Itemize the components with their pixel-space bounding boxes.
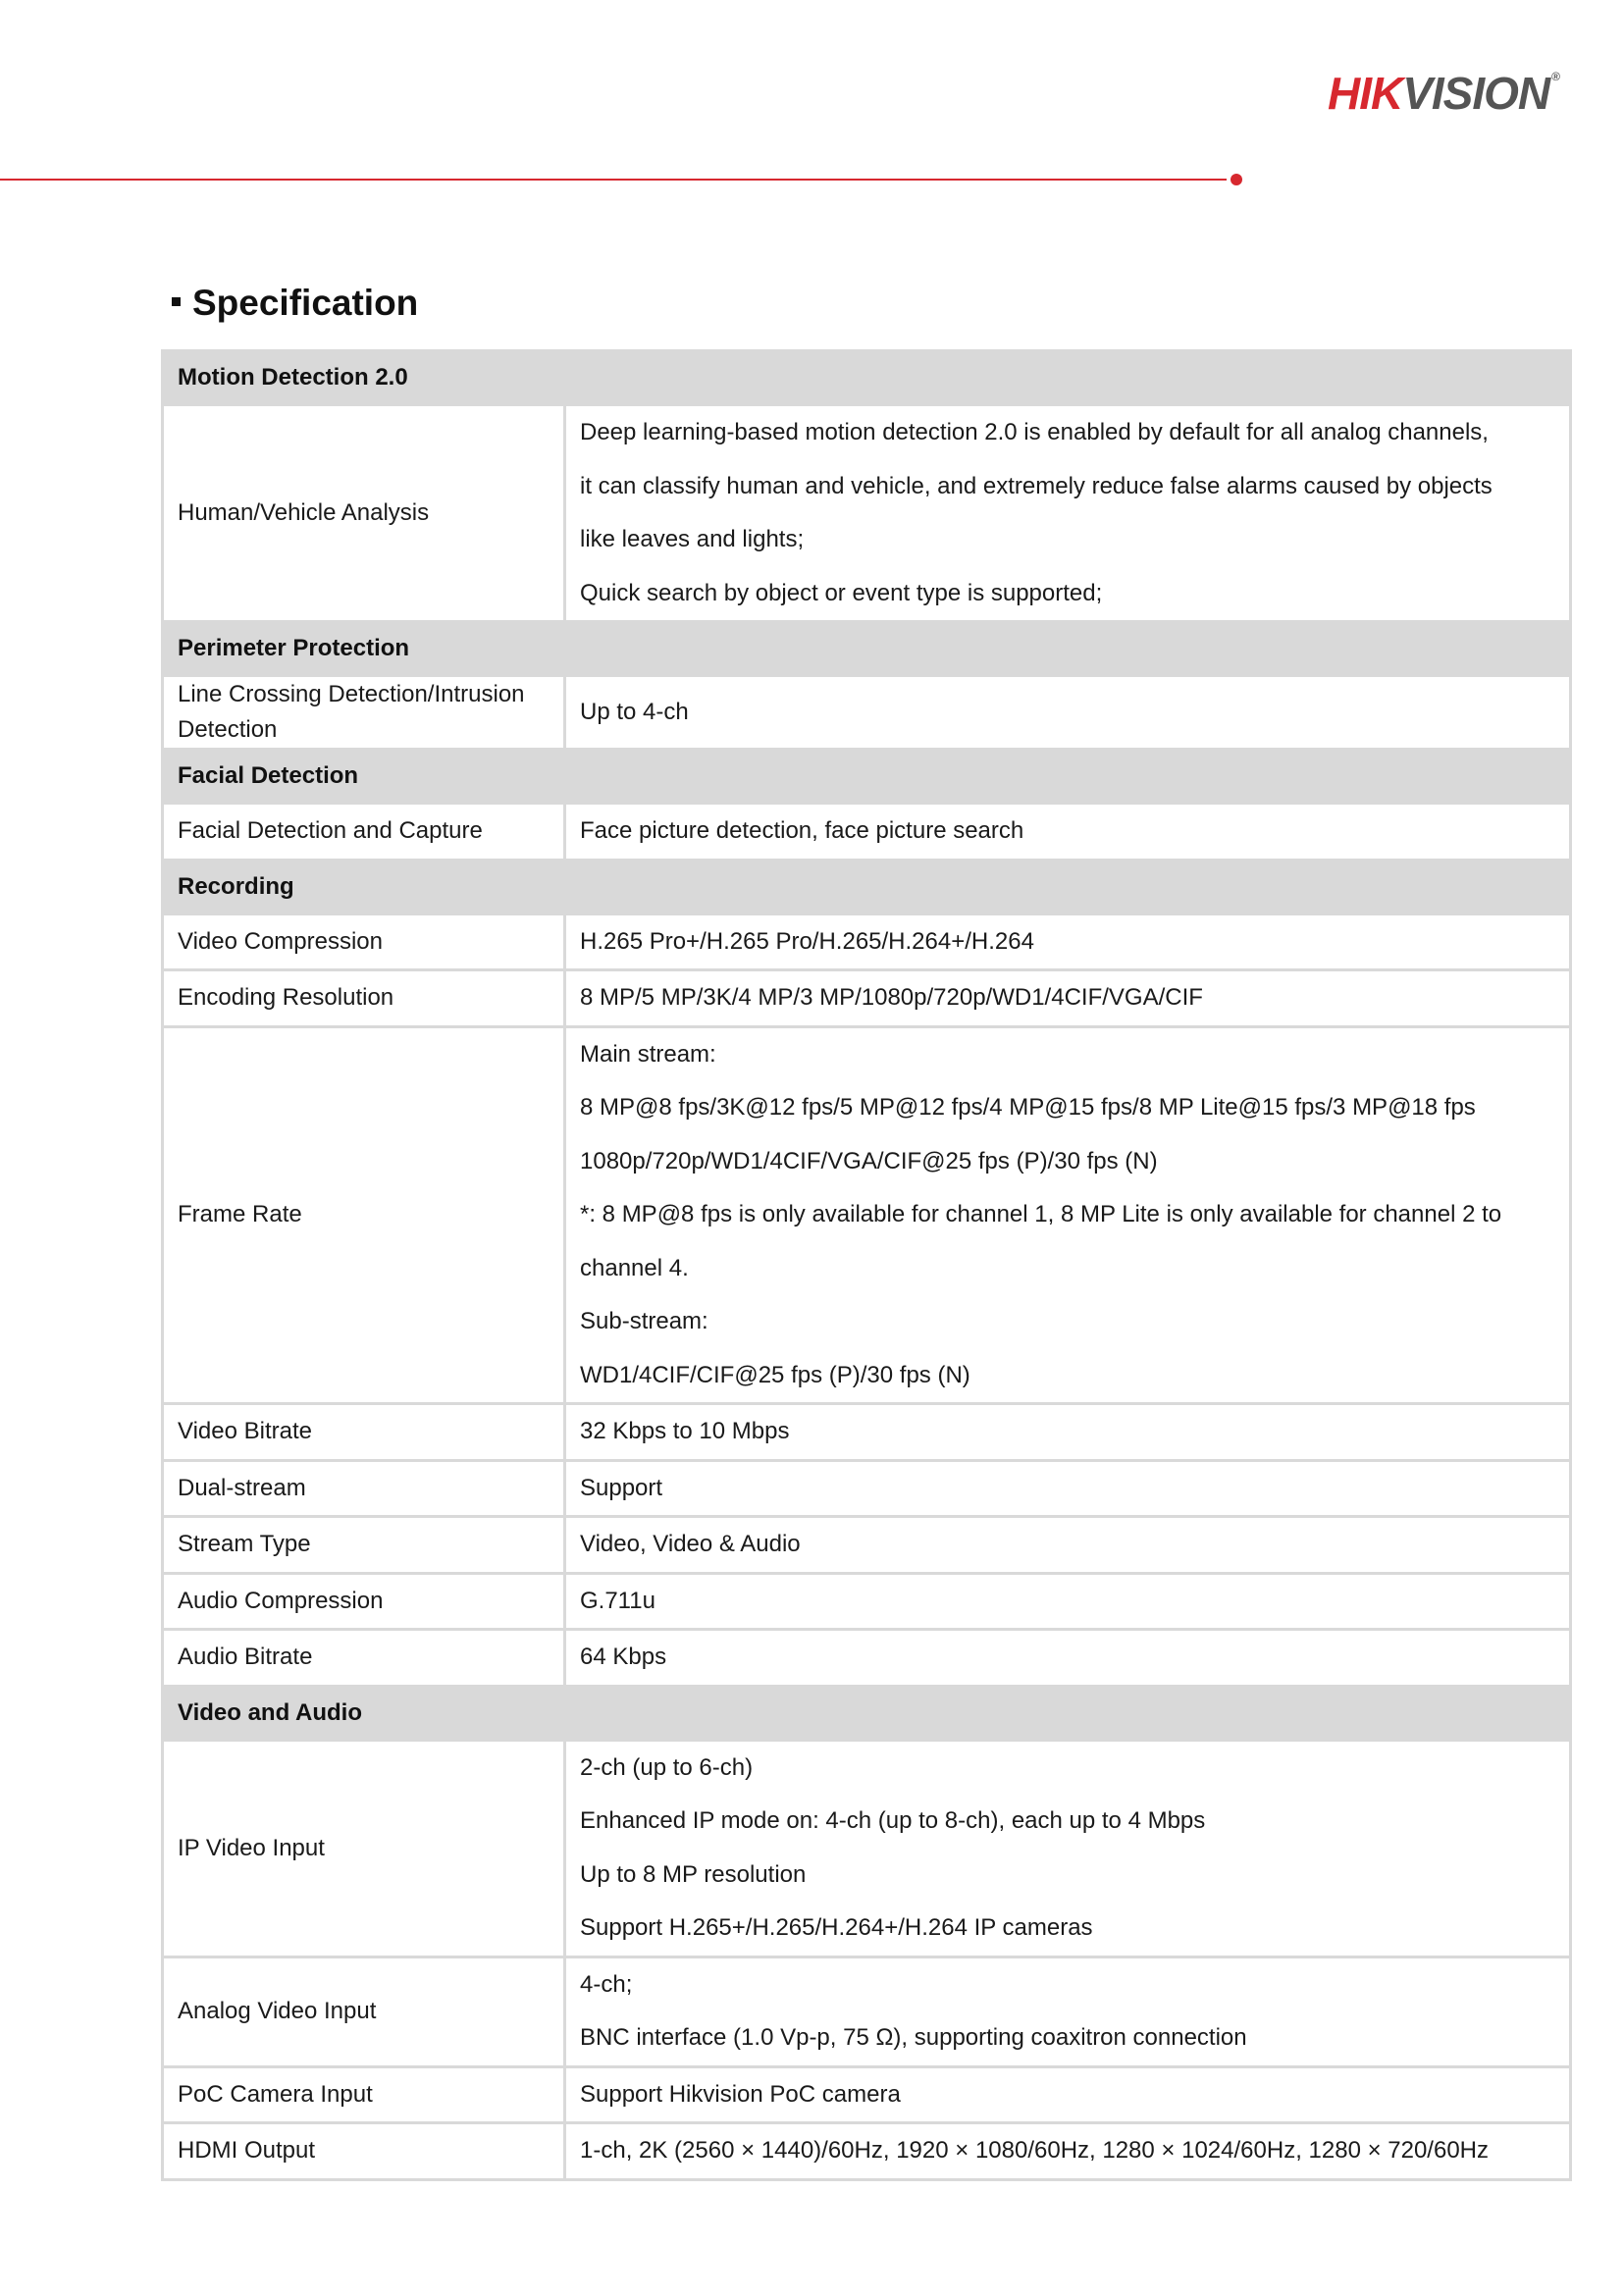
spec-value — [565, 1957, 1571, 2066]
spec-value — [565, 804, 1571, 861]
spec-label: HDMI Output — [163, 2123, 565, 2180]
spec-value — [565, 1630, 1571, 1687]
spec-label: Analog Video Input — [163, 1957, 565, 2066]
spec-value-line: it can classify human and vehicle, and extremely reduce false alarms caused by objects — [580, 472, 1493, 499]
spec-table — [161, 349, 1572, 2181]
section-title: Facial Detection — [163, 750, 1571, 804]
heading-bullet-icon — [172, 297, 181, 306]
spec-row — [163, 1517, 1571, 1574]
spec-value — [565, 2066, 1571, 2123]
spec-row — [163, 913, 1571, 970]
section-header-row — [163, 750, 1571, 804]
spec-value-line: channel 4. — [580, 1254, 689, 1281]
spec-row — [163, 1460, 1571, 1517]
logo-red-text: HIK — [1327, 68, 1403, 119]
spec-row — [163, 2066, 1571, 2123]
spec-value-line: Sub-stream: — [580, 1308, 708, 1334]
spec-value-line: 1080p/720p/WD1/4CIF/VGA/CIF@25 fps (P)/30 fps (N) — [580, 1147, 1158, 1174]
hikvision-logo — [1327, 68, 1559, 119]
spec-value — [565, 913, 1571, 970]
spec-label: IP Video Input — [163, 1740, 565, 1957]
spec-value — [565, 970, 1571, 1027]
spec-value-line: 8 MP@8 fps/3K@12 fps/5 MP@12 fps/4 MP@15 fps/8 MP Lite@15 fps/3 MP@18 fps — [580, 1094, 1476, 1121]
spec-row — [163, 804, 1571, 861]
spec-row — [163, 1573, 1571, 1630]
section-title: Video and Audio — [163, 1686, 1571, 1740]
spec-value-line: Deep learning-based motion detection 2.0 is enabled by default for all analog channels, — [580, 419, 1489, 445]
spec-value — [565, 1404, 1571, 1461]
section-header-row — [163, 1686, 1571, 1740]
spec-row — [163, 676, 1571, 750]
spec-label: Video Compression — [163, 913, 565, 970]
spec-value-line: G.711u — [580, 1587, 655, 1614]
spec-value-line: 2-ch (up to 6-ch) — [580, 1753, 754, 1781]
spec-value-line: 8 MP/5 MP/3K/4 MP/3 MP/1080p/720p/WD1/4CIF/VGA/CIF — [580, 984, 1203, 1011]
spec-row — [163, 405, 1571, 622]
spec-label: Encoding Resolution — [163, 970, 565, 1027]
spec-value — [565, 1573, 1571, 1630]
spec-value-line: Support Hikvision PoC camera — [580, 2080, 901, 2108]
header-divider — [0, 179, 1227, 181]
section-header-row — [163, 622, 1571, 676]
spec-value-line: BNC interface (1.0 Vp-p, 75 Ω), supporting coaxitron connection — [580, 2024, 1247, 2051]
spec-value — [565, 405, 1571, 622]
spec-value-line: Up to 8 MP resolution — [580, 1860, 807, 1888]
spec-value-line: like leaves and lights; — [580, 526, 805, 552]
spec-value-line: Face picture detection, face picture search — [580, 817, 1024, 844]
spec-label: PoC Camera Input — [163, 2066, 565, 2123]
spec-row — [163, 1026, 1571, 1404]
section-title: Recording — [163, 860, 1571, 913]
spec-row — [163, 970, 1571, 1027]
spec-label: Line Crossing Detection/Intrusion Detection — [163, 676, 565, 750]
logo-gray-text: VISION — [1402, 68, 1550, 119]
spec-value — [565, 1026, 1571, 1404]
page-heading — [172, 283, 418, 324]
spec-label: Human/Vehicle Analysis — [163, 405, 565, 622]
spec-value-line: Main stream: — [580, 1040, 716, 1068]
spec-row — [163, 1630, 1571, 1687]
spec-label: Facial Detection and Capture — [163, 804, 565, 861]
section-header-row — [163, 860, 1571, 913]
section-title: Perimeter Protection — [163, 622, 1571, 676]
spec-row — [163, 1957, 1571, 2066]
spec-label: Stream Type — [163, 1517, 565, 1574]
spec-value — [565, 676, 1571, 750]
spec-value-line: 64 Kbps — [580, 1644, 667, 1670]
spec-value — [565, 1460, 1571, 1517]
spec-label: Dual-stream — [163, 1460, 565, 1517]
spec-value-line: WD1/4CIF/CIF@25 fps (P)/30 fps (N) — [580, 1361, 970, 1388]
spec-row — [163, 2123, 1571, 2180]
spec-value-line: 32 Kbps to 10 Mbps — [580, 1418, 790, 1444]
spec-label: Audio Bitrate — [163, 1630, 565, 1687]
spec-value-line: Support H.265+/H.265/H.264+/H.264 IP cameras — [580, 1914, 1093, 1941]
spec-value-line: Support — [580, 1474, 663, 1501]
section-title: Motion Detection 2.0 — [163, 351, 1571, 405]
spec-value-line: Enhanced IP mode on: 4-ch (up to 8-ch), each up to 4 Mbps — [580, 1807, 1206, 1834]
spec-label: Frame Rate — [163, 1026, 565, 1404]
page-heading-text: Specification — [192, 283, 419, 323]
registered-mark: ® — [1551, 70, 1559, 83]
spec-value-line: H.265 Pro+/H.265 Pro/H.265/H.264+/H.264 — [580, 927, 1034, 955]
spec-value-line: Video, Video & Audio — [580, 1531, 801, 1557]
spec-value-line: Quick search by object or event type is supported; — [580, 579, 1103, 606]
section-header-row — [163, 351, 1571, 405]
spec-value-line: 4-ch; — [580, 1970, 633, 1998]
spec-label: Video Bitrate — [163, 1404, 565, 1461]
spec-value-line: Up to 4-ch — [580, 698, 689, 725]
spec-value-line: *: 8 MP@8 fps is only available for channel 1, 8 MP Lite is only available for channel 2 to — [580, 1201, 1502, 1227]
spec-row — [163, 1740, 1571, 1957]
spec-value — [565, 2123, 1571, 2180]
spec-value — [565, 1740, 1571, 1957]
spec-value — [565, 1517, 1571, 1574]
spec-row — [163, 1404, 1571, 1461]
spec-label: Audio Compression — [163, 1573, 565, 1630]
spec-value-line: 1-ch, 2K (2560 × 1440)/60Hz, 1920 × 1080/60Hz, 1280 × 1024/60Hz, 1280 × 720/60Hz — [580, 2137, 1490, 2164]
header-divider-dot — [1231, 174, 1242, 185]
